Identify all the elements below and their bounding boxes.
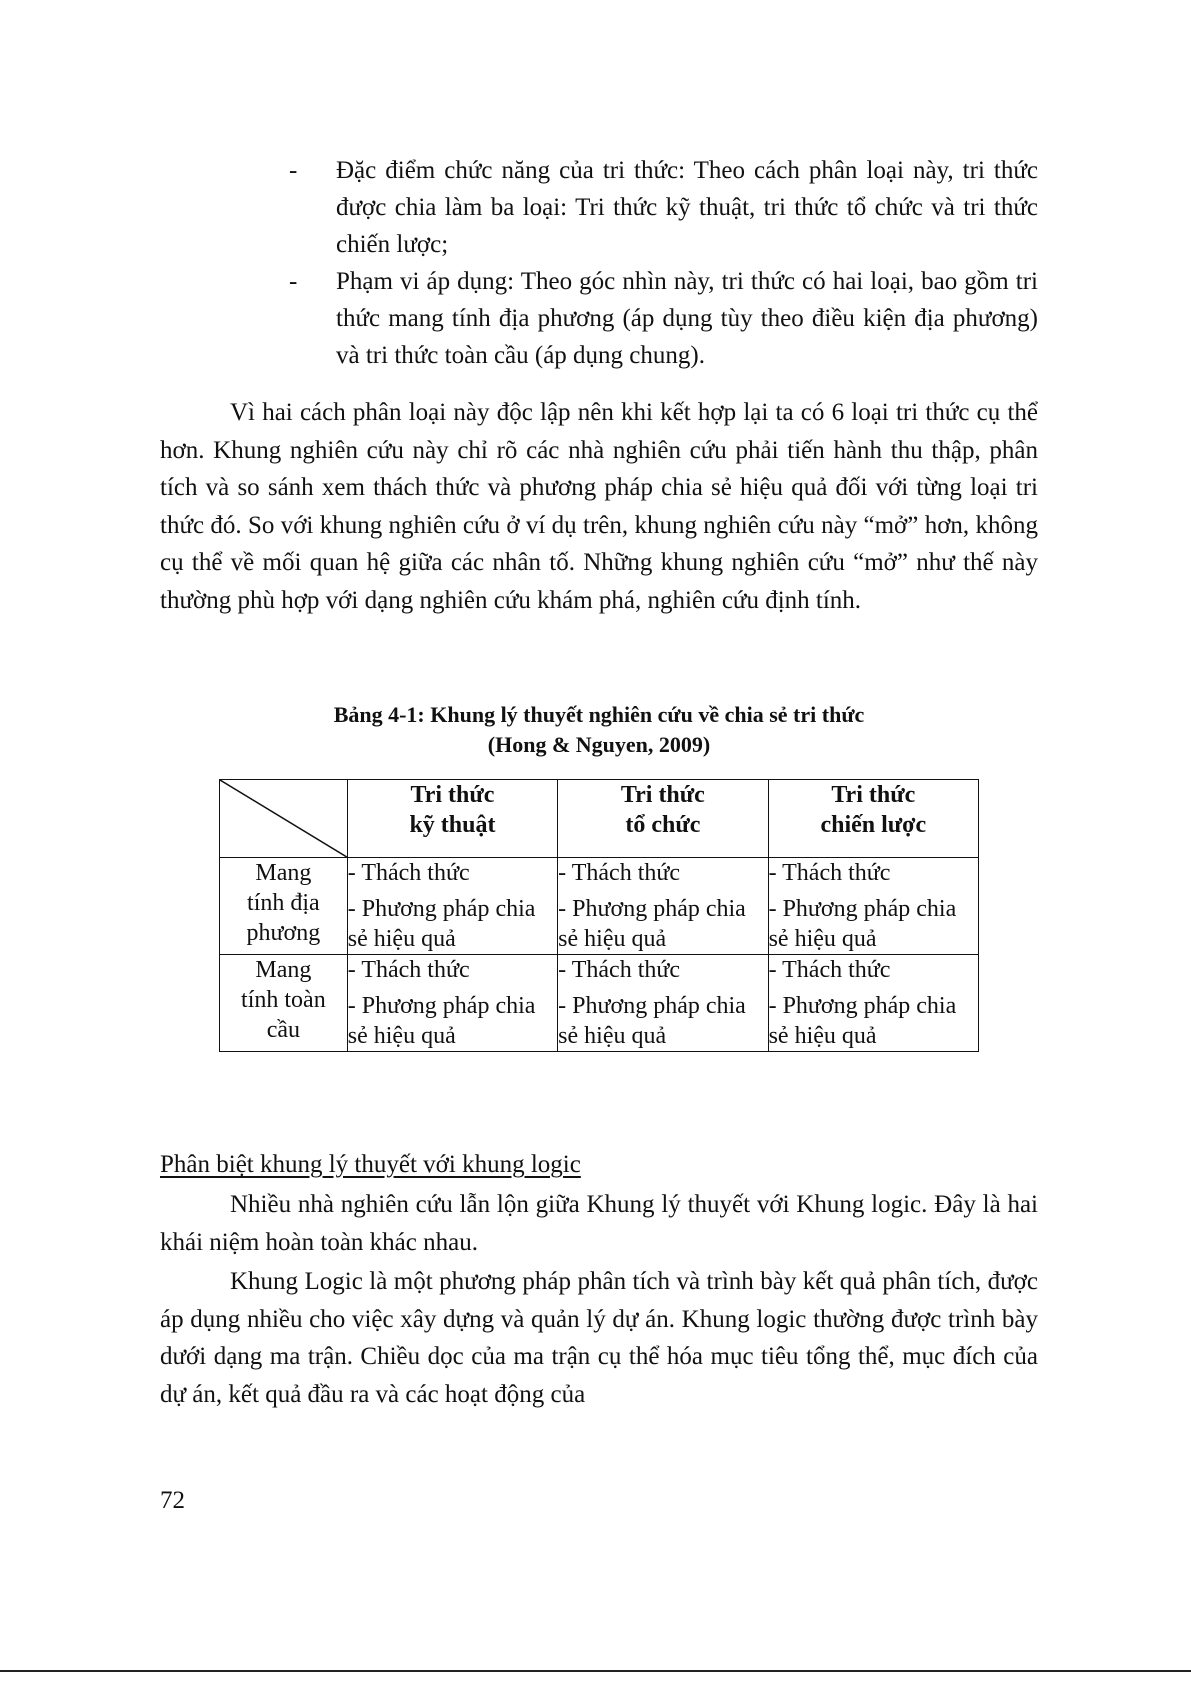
cell-item: - Phương pháp chia sẻ hiệu quả (347, 896, 536, 952)
table-corner-cell (220, 780, 348, 858)
cell-item: - Thách thức (768, 957, 891, 983)
table-cell (558, 858, 768, 955)
column-header-line: Tri thức (831, 782, 916, 808)
bullet-item (276, 263, 1038, 374)
column-header-line: tổ chức (625, 812, 701, 838)
table-cell (347, 858, 557, 955)
cell-item: - Thách thức (347, 957, 470, 983)
column-header-line: Tri thức (410, 782, 495, 808)
cell-item: - Phương pháp chia sẻ hiệu quả (768, 896, 957, 952)
body-paragraph: Nhiều nhà nghiên cứu lẫn lộn giữa Khung lý thuyết với Khung logic. Đây là hai khái niệm hoàn toàn khác nhau. (160, 1191, 1038, 1256)
section-heading: Phân biệt khung lý thuyết với khung logic (160, 1151, 581, 1178)
column-header-line: Tri thức (620, 782, 705, 808)
table-header-row (220, 780, 979, 858)
bullet-marker: - (289, 268, 298, 295)
row-header (220, 858, 348, 955)
table-cell (768, 955, 978, 1052)
body-paragraph: Khung Logic là một phương pháp phân tích và trình bày kết quả phân tích, được áp dụng nhiều cho việc xây dựng và quản lý dự án. Khung logic thường được trình bày dưới dạng ma trận. Chiều dọc của ma trận cụ thể hóa mục tiêu tổng thể, mục đích của dự án, kết quả đầu ra và các hoạt động của (160, 1268, 1038, 1408)
cell-item: - Phương pháp chia sẻ hiệu quả (768, 993, 957, 1049)
table-row (220, 955, 979, 1052)
column-header (558, 780, 768, 858)
page-number: 72 (160, 1487, 185, 1514)
cell-item: - Thách thức (347, 860, 470, 886)
table-cell (768, 858, 978, 955)
table-cell (347, 955, 557, 1052)
cell-item: - Thách thức (558, 860, 681, 886)
column-header-line: chiến lược (820, 812, 927, 838)
row-header-line: Mang (255, 860, 312, 886)
row-header-line: phương (246, 920, 321, 946)
page-bottom-rule (0, 1670, 1191, 1672)
bullet-item (276, 152, 1038, 263)
column-header-line: kỹ thuật (409, 812, 496, 838)
column-header (768, 780, 978, 858)
column-header (347, 780, 557, 858)
knowledge-sharing-table (219, 779, 979, 1052)
table-row (220, 858, 979, 955)
table-cell (558, 955, 768, 1052)
table-caption (160, 700, 1038, 760)
table-caption-title: Bảng 4-1: Khung lý thuyết nghiên cứu về chia sẻ tri thức (333, 702, 865, 727)
bullet-marker: - (289, 157, 298, 184)
bullet-text: Đặc điểm chức năng của tri thức: Theo cách phân loại này, tri thức được chia làm ba loại: Tri thức kỹ thuật, tri thức tổ chức và tri thức chiến lược; (336, 157, 1038, 258)
cell-item: - Thách thức (558, 957, 681, 983)
bullet-text: Phạm vi áp dụng: Theo góc nhìn này, tri thức có hai loại, bao gồm tri thức mang tính địa phương (áp dụng tùy theo điều kiện địa phương) và tri thức toàn cầu (áp dụng chung). (336, 268, 1038, 369)
row-header-line: cầu (266, 1017, 301, 1043)
body-paragraph: Vì hai cách phân loại này độc lập nên khi kết hợp lại ta có 6 loại tri thức cụ thể hơn. Khung nghiên cứu này chỉ rõ các nhà nghiên cứu phải tiến hành thu thập, phân tích và so sánh xem thách thức và phương pháp chia sẻ hiệu quả đối với từng loại tri thức đó. So với khung nghiên cứu ở ví dụ trên, khung nghiên cứu này “mở” hơn, không cụ thể về mối quan hệ giữa các nhân tố. Những khung nghiên cứu “mở” như thế này thường phù hợp với dạng nghiên cứu khám phá, nghiên cứu định tính. (160, 399, 1038, 614)
cell-item: - Phương pháp chia sẻ hiệu quả (347, 993, 536, 1049)
bullet-list (276, 152, 1038, 374)
cell-item: - Thách thức (768, 860, 891, 886)
row-header-line: tính toàn (241, 987, 326, 1013)
row-header-line: tính địa (247, 890, 320, 916)
row-header-line: Mang (255, 957, 312, 983)
table-caption-source: (Hong & Nguyen, 2009) (487, 732, 711, 757)
cell-item: - Phương pháp chia sẻ hiệu quả (558, 896, 746, 952)
diagonal-line (220, 780, 347, 857)
cell-item: - Phương pháp chia sẻ hiệu quả (558, 993, 746, 1049)
row-header (220, 955, 348, 1052)
